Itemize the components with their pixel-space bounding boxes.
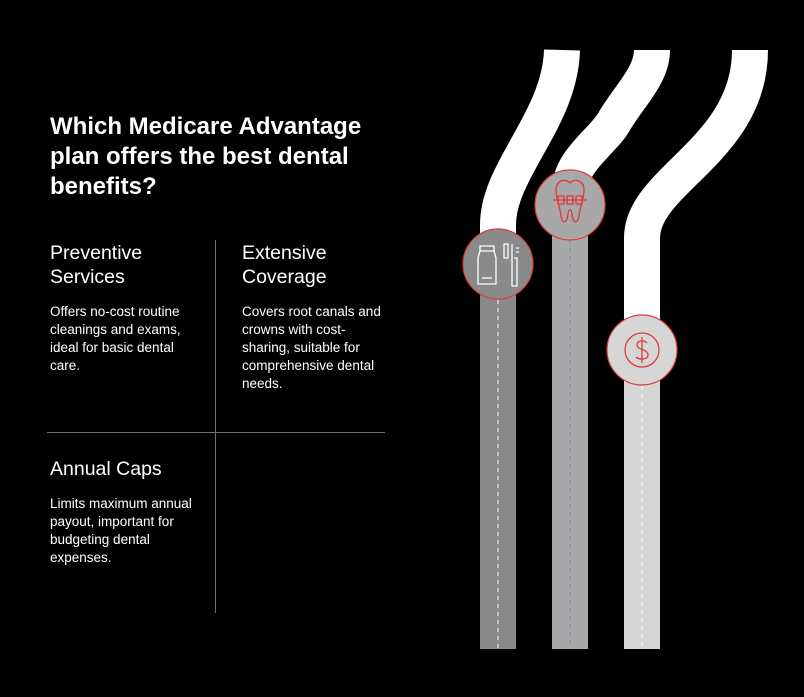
option-description: Limits maximum annual payout, important for budgeting dental expenses.: [50, 496, 192, 565]
page-title: Which Medicare Advantage plan offers the best dental benefits?: [50, 113, 362, 200]
dollar-coin-icon: [607, 315, 677, 385]
toothbrush-toothpaste-icon: [463, 229, 533, 299]
tooth-braces-icon: [535, 170, 605, 240]
option-heading: Extensive Coverage: [242, 242, 327, 288]
option-heading: Preventive Services: [50, 242, 143, 288]
option-heading: Annual Caps: [50, 458, 162, 480]
option-description: Offers no-cost routine cleanings and exams, ideal for basic dental care.: [50, 304, 181, 373]
option-description: Covers root canals and crowns with cost-sharing, suitable for comprehensive dental needs.: [242, 304, 381, 391]
road-3-curve: [642, 50, 750, 350]
